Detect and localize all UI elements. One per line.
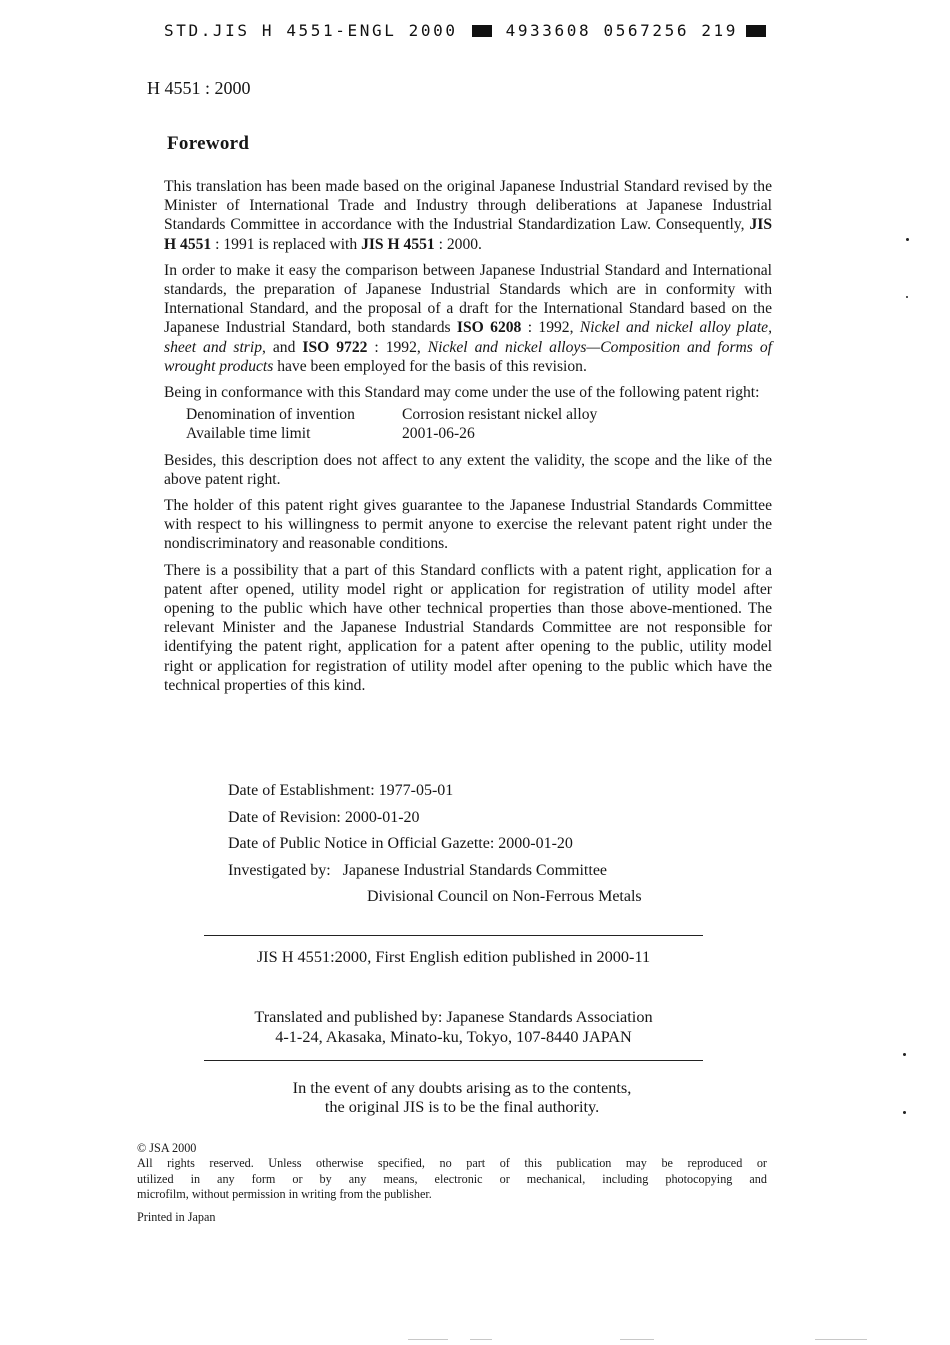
copyright-line: All rights reserved. Unless otherwise specified, no part of this publication may be reproduced or <box>137 1156 767 1171</box>
text-run: In order to make it easy the comparison between Japanese Industrial Standard and International standards, the preparation of Japanese Industrial Standards which are in conformity with International Standard, and the proposal of a draft for the International Standard based on the Japanese Industrial Standard, both standards <box>164 261 772 337</box>
investigated-council: Divisional Council on Non-Ferrous Metals <box>367 888 642 905</box>
text-run: : 1991 is replaced with <box>211 235 362 253</box>
divider <box>204 935 703 936</box>
publisher-line: Translated and published by: Japanese Standards Association <box>254 1007 653 1026</box>
standard-reference: JIS H 4551 <box>164 216 772 253</box>
patent-value: Corrosion resistant nickel alloy <box>402 406 598 424</box>
authority-line: the original JIS is to be the final authority. <box>324 1097 600 1116</box>
patent-label: Denomination of invention <box>186 406 355 424</box>
text-run: , and <box>262 338 303 356</box>
patent-value: 2001-06-26 <box>402 425 475 443</box>
scan-speck <box>620 1339 654 1340</box>
standard-reference: JIS H 4551 <box>361 235 435 253</box>
text-run: : 2000. <box>434 235 482 253</box>
foreword-body <box>164 177 772 702</box>
document-number: H 4551 : 2000 <box>147 78 251 98</box>
standard-title: Nickel and nickel alloys—Composition and forms of wrought products <box>164 338 772 375</box>
scan-speck <box>815 1339 867 1340</box>
copyright-block <box>137 1141 767 1225</box>
text-run: : 1992, <box>521 319 580 337</box>
standard-reference: ISO 6208 <box>456 319 522 337</box>
scan-speck <box>470 1339 492 1340</box>
patent-row <box>186 424 772 443</box>
text-run: have been employed for the basis of this revision. <box>273 357 587 375</box>
stamp-black-block-icon <box>472 25 492 37</box>
authority-notice <box>204 1078 720 1116</box>
copyright-symbol: © JSA 2000 <box>137 1141 197 1155</box>
scan-speck <box>906 238 909 241</box>
text-run: : 1992, <box>367 338 428 356</box>
date-establishment: Date of Establishment: 1977-05-01 <box>228 782 454 799</box>
investigated-by <box>228 858 642 885</box>
standard-reference: ISO 9722 <box>302 338 368 356</box>
scan-speck <box>903 1053 906 1056</box>
patent-table <box>164 405 772 443</box>
document-stamp <box>164 21 766 40</box>
date-revision: Date of Revision: 2000-01-20 <box>228 808 420 826</box>
scan-speck <box>903 1111 906 1114</box>
text-run: This translation has been made based on the original Japanese Industrial Standard revised by the Minister of International Trade and Industry through deliberations at Japanese Industrial Standards Committee in accordance with the Industrial Standardization Law. Consequently, <box>164 178 772 234</box>
paragraph-conflicts: There is a possibility that a part of this Standard conflicts with a patent right, application for a patent after opened, utility model right or application for registration of utility model after opening to the public which have other technical properties than those above-mentioned. The relevant Minister and the Japanese Industrial Standards Committee are not responsible for identifying the patent right, application for a patent after opening to the public, utility model right or application for registration of utility model after opening to the public which have the technical properties of this kind. <box>164 561 772 694</box>
publisher-address: 4-1-24, Akasaka, Minato-ku, Tokyo, 107-8440 JAPAN <box>275 1027 632 1046</box>
stamp-black-block-icon <box>746 25 766 37</box>
page-title: Foreword <box>167 133 250 154</box>
paragraph-validity: Besides, this description does not affect to any extent the validity, the scope and the like of the above patent right. <box>164 451 772 488</box>
copyright-line: microfilm, without permission in writing from the publisher. <box>137 1186 432 1201</box>
paragraph-international <box>164 261 772 376</box>
stamp-text: STD.JIS H 4551-ENGL 2000 <box>164 21 458 40</box>
divider <box>204 1060 703 1061</box>
standard-title: Nickel and nickel alloy plate, sheet and strip <box>164 319 772 356</box>
printed-in: Printed in Japan <box>137 1210 216 1225</box>
stamp-code: 4933608 0567256 219 <box>505 21 739 40</box>
paragraph-patent-intro: Being in conformance with this Standard may come under the use of the following patent right: <box>164 384 760 402</box>
publisher-block <box>204 1007 703 1047</box>
authority-line: In the event of any doubts arising as to the contents, <box>292 1078 632 1097</box>
paragraph-translation <box>164 177 772 254</box>
dates-block <box>228 778 642 911</box>
scan-speck <box>906 296 908 298</box>
investigated-committee: Japanese Industrial Standards Committee <box>342 861 608 879</box>
investigated-label: Investigated by: <box>228 861 331 879</box>
paragraph-holder: The holder of this patent right gives guarantee to the Japanese Industrial Standards Committee with respect to his willingness to permit anyone to exercise the relevant patent right under the nondiscriminatory and reasonable conditions. <box>164 497 772 553</box>
edition-note: JIS H 4551:2000, First English edition published in 2000-11 <box>256 947 651 966</box>
date-public-notice: Date of Public Notice in Official Gazette: 2000-01-20 <box>228 835 573 852</box>
patent-label: Available time limit <box>186 425 311 443</box>
copyright-line: utilized in any form or by any means, electronic or mechanical, including photocopying and <box>137 1171 767 1186</box>
patent-row <box>186 405 772 424</box>
scan-speck <box>408 1339 448 1340</box>
